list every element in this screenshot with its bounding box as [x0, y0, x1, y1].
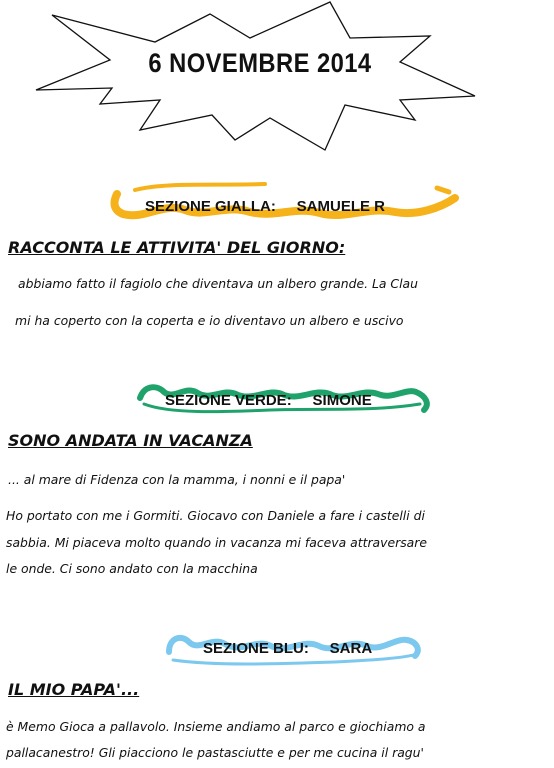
section-heading-blu: IL MIO PAPA'... [8, 680, 140, 699]
text-line: mi ha coperto con la coperta e io diventavo un albero e uscivo [15, 313, 404, 328]
section-heading-gialla: RACCONTA LE ATTIVITA' DEL GIORNO: [8, 238, 346, 257]
text-line: pallacanestro! Gli piacciono le pastasciutte e per me cucina il ragu' [6, 745, 424, 760]
section-header-gialla: SEZIONE GIALLA: SAMUELE R [145, 198, 386, 215]
text-line: le onde. Ci sono andato con la macchina [6, 561, 258, 576]
text-line: Ho portato con me i Gormiti. Giocavo con Daniele a fare i castelli di [6, 508, 425, 523]
text-line: abbiamo fatto il fagiolo che diventava un albero grande. La Clau [18, 276, 418, 291]
section-header-verde: SEZIONE VERDE: SIMONE [165, 392, 372, 409]
text-line: ... al mare di Fidenza con la mamma, i nonni e il papa' [8, 472, 346, 487]
date-title: 6 NOVEMBRE 2014 [148, 48, 372, 78]
text-line: è Memo Gioca a pallavolo. Insieme andiamo al parco e giochiamo a [6, 719, 426, 734]
section-heading-verde: SONO ANDATA IN VACANZA [8, 431, 253, 450]
text-line: sabbia. Mi piaceva molto quando in vacanza mi faceva attraversare [6, 535, 427, 550]
starburst-frame [0, 0, 554, 170]
section-header-blu: SEZIONE BLU: SARA [203, 640, 373, 657]
